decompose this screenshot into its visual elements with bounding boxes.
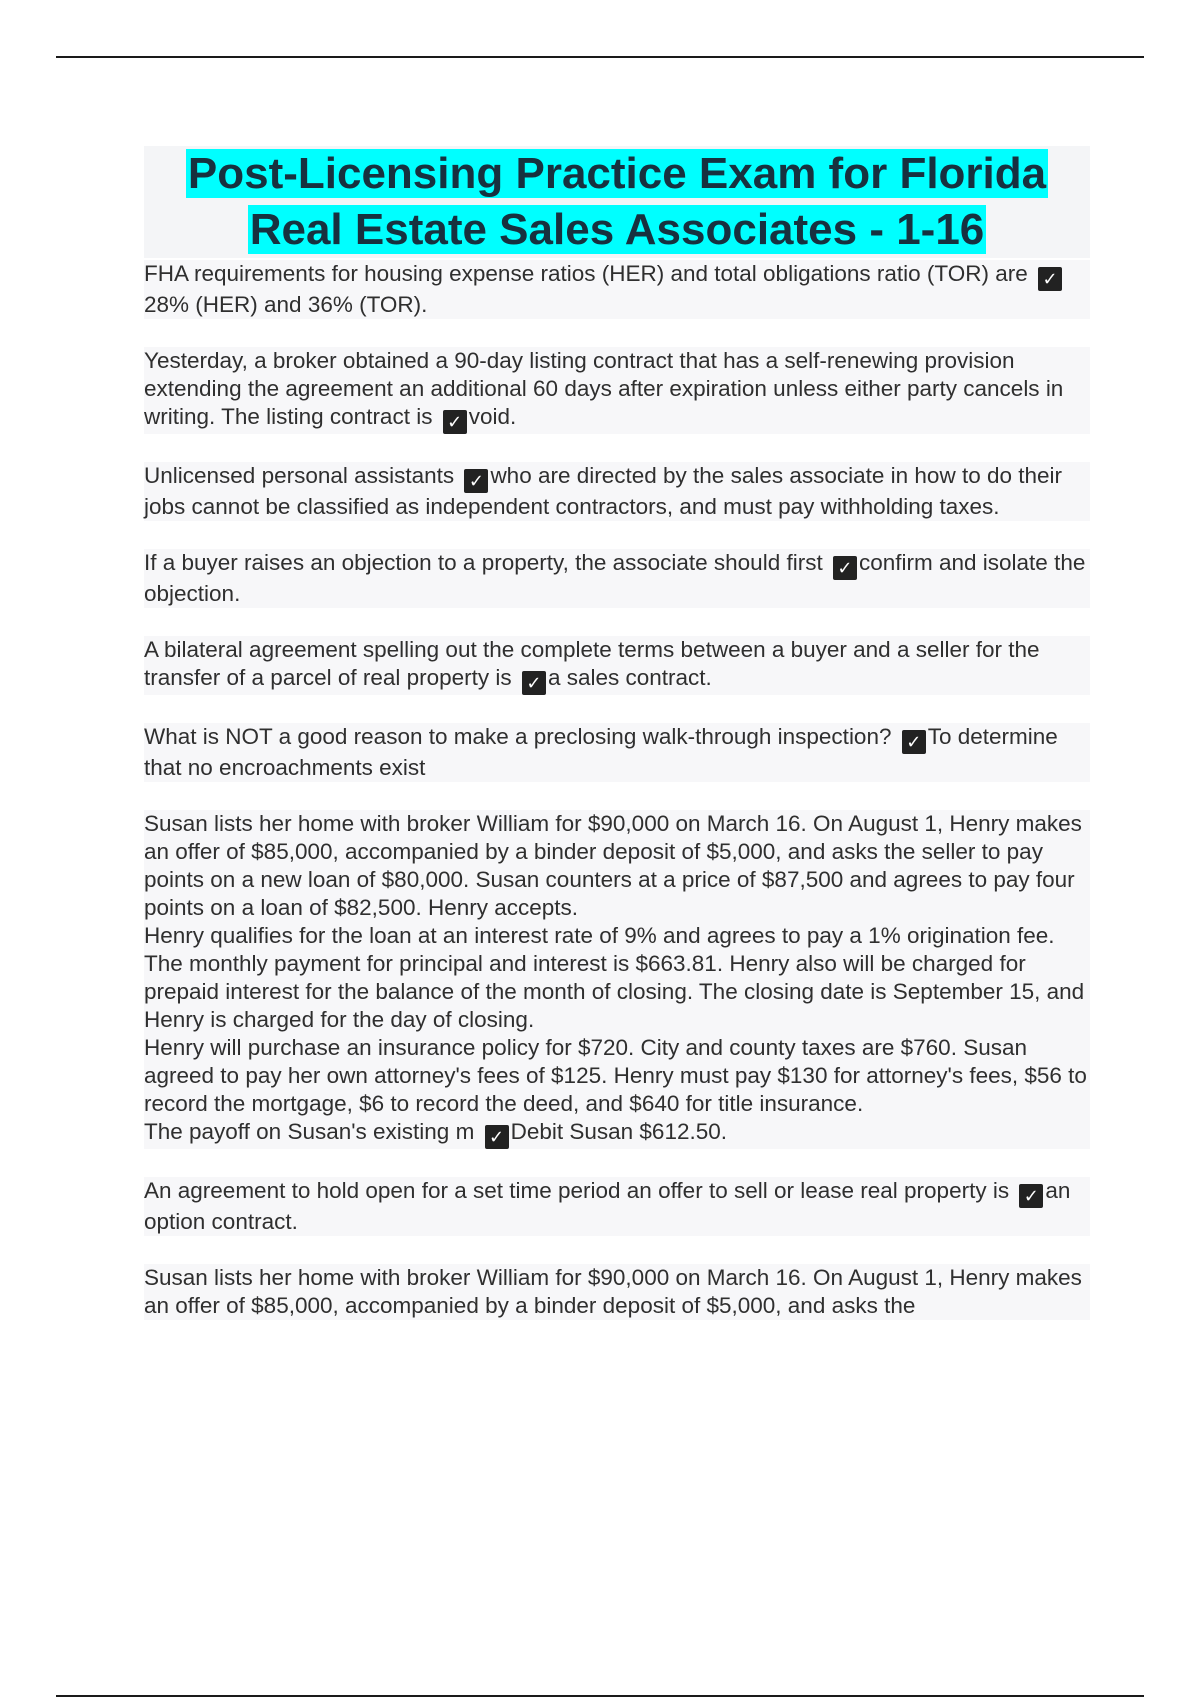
qa-item-1 (144, 260, 1090, 319)
title-block (144, 146, 1090, 258)
qa-item-7 (144, 810, 1090, 1149)
question-text: What is NOT a good reason to make a preclosing walk-through inspection? (144, 724, 892, 749)
qa-item-9 (144, 1264, 1090, 1320)
question-text: A bilateral agreement spelling out the complete terms between a buyer and a seller for the transfer of a parcel of real property is (144, 637, 1040, 690)
qa-item-3 (144, 462, 1090, 521)
qa-item-5 (144, 636, 1090, 695)
scenario-paragraph-1: Susan lists her home with broker William for $90,000 on March 16. On August 1, Henry makes an offer of $85,000, accompanied by a binder deposit of $5,000, and asks the seller to pay points on a new loan of $80,000. Susan counters at a price of $87,500 and agrees to pay four points on a loan of $82,500. Henry accepts. (144, 811, 1082, 920)
checkbox-check-icon: ✓ (902, 730, 926, 754)
checkbox-check-icon: ✓ (833, 556, 857, 580)
checkbox-check-icon: ✓ (522, 671, 546, 695)
answer-text: To determine that no encroachments exist (144, 724, 1058, 780)
answer-text: void. (468, 404, 517, 429)
answer-text: a sales contract. (547, 665, 712, 690)
checkbox-check-icon: ✓ (1019, 1184, 1043, 1208)
question-text: Unlicensed personal assistants (144, 463, 455, 488)
qa-item-4 (144, 549, 1090, 608)
question-text: If a buyer raises an objection to a property, the associate should first (144, 550, 823, 575)
checkbox-check-icon: ✓ (464, 469, 488, 493)
qa-item-8 (144, 1177, 1090, 1236)
bottom-rule (56, 1695, 1144, 1697)
answer-text: who are directed by the sales associate in how to do their jobs cannot be classified as independent contractors, and must pay withholding taxes. (144, 463, 1063, 519)
checkbox-check-icon: ✓ (443, 410, 467, 434)
qa-item-6 (144, 723, 1090, 782)
question-text: Susan lists her home with broker William for $90,000 on March 16. On August 1, Henry makes an offer of $85,000, accompanied by a binder deposit of $5,000, and asks the (144, 1265, 1082, 1318)
answer-text: Debit Susan $612.50. (510, 1119, 728, 1144)
answer-text: an option contract. (144, 1178, 1071, 1234)
page-title: Post-Licensing Practice Exam for Florida Real Estate Sales Associates - 1-16 (187, 149, 1047, 254)
scenario-paragraph-2: Henry qualifies for the loan at an interest rate of 9% and agrees to pay a 1% origination fee. The monthly payment for principal and interest is $663.81. Henry also will be charged for prepaid interest for the balance of the month of closing. The closing date is September 15, and Henry is charged for the day of closing. (144, 923, 1085, 1032)
checkbox-check-icon: ✓ (485, 1125, 509, 1149)
answer-text: confirm and isolate the objection. (144, 550, 1086, 606)
top-rule (56, 56, 1144, 58)
answer-text: 28% (HER) and 36% (TOR). (144, 292, 428, 317)
question-text: An agreement to hold open for a set time period an offer to sell or lease real property is (144, 1178, 1010, 1203)
checkbox-check-icon: ✓ (1038, 267, 1062, 291)
document-body (144, 146, 1090, 1348)
qa-item-2 (144, 347, 1090, 434)
question-text: The payoff on Susan's existing m (144, 1119, 475, 1144)
scenario-paragraph-3: Henry will purchase an insurance policy for $720. City and county taxes are $760. Susan agreed to pay her own attorney's fees of $125. Henry must pay $130 for attorney's fees, $56 to record the mortgage, $6 to record the deed, and $640 for title insurance. (144, 1035, 1087, 1116)
question-text: Yesterday, a broker obtained a 90-day listing contract that has a self-renewing provision extending the agreement an additional 60 days after expiration unless either party cancels in writing. The listing contract is (144, 348, 1064, 429)
question-text: FHA requirements for housing expense ratios (HER) and total obligations ratio (TOR) are (144, 261, 1028, 286)
